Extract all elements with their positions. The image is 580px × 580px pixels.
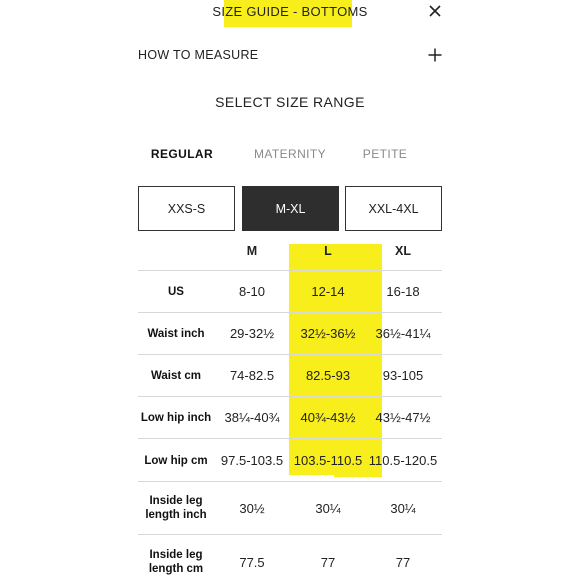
divider <box>138 396 442 397</box>
divider <box>138 312 442 313</box>
row-label-low-hip-cm: Low hip cm <box>144 455 208 467</box>
divider <box>138 438 442 439</box>
divider <box>138 354 442 355</box>
tab-regular[interactable]: REGULAR <box>150 147 214 161</box>
table-cell: 93-105 <box>382 368 424 383</box>
table-cell: 103.5-110.5 <box>293 453 363 468</box>
row-label-waist-inch: Waist inch <box>147 328 205 340</box>
table-cell: 30¼ <box>390 501 416 516</box>
table-cell: 16-18 <box>386 284 420 299</box>
divider <box>138 534 442 535</box>
table-cell: 29-32½ <box>229 326 275 341</box>
row-label-low-hip-inch: Low hip inch <box>140 412 212 424</box>
page-title: SIZE GUIDE - BOTTOMS <box>212 4 368 19</box>
size-button-xxs-s[interactable]: XXS-S <box>138 186 235 231</box>
table-cell: 30½ <box>239 501 265 516</box>
row-label-inside-leg-inch: Inside leg length inch <box>145 495 207 521</box>
size-button-m-xl[interactable]: M-XL <box>242 186 339 231</box>
tab-maternity[interactable]: MATERNITY <box>253 147 327 161</box>
size-button-xxl-4xl[interactable]: XXL-4XL <box>345 186 442 231</box>
row-label-inside-leg-cm: Inside leg length cm <box>148 549 204 575</box>
divider <box>138 481 442 482</box>
table-cell: 77 <box>395 555 411 570</box>
table-cell: 12-14 <box>311 284 345 299</box>
column-header-m: M <box>246 244 258 258</box>
select-size-range-title: SELECT SIZE RANGE <box>215 94 365 110</box>
table-cell: 77.5 <box>239 555 265 570</box>
row-label-us: US <box>168 286 184 298</box>
table-cell: 8-10 <box>238 284 266 299</box>
table-cell: 77 <box>320 555 336 570</box>
table-cell: 38¼-40¾ <box>224 410 280 425</box>
table-cell: 82.5-93 <box>305 368 351 383</box>
tab-petite[interactable]: PETITE <box>362 147 408 161</box>
table-cell: 30¼ <box>315 501 341 516</box>
table-cell: 36½-41¼ <box>375 326 431 341</box>
table-cell: 43½-47½ <box>375 410 431 425</box>
column-header-l: L <box>324 244 332 258</box>
table-cell: 40¾-43½ <box>300 410 356 425</box>
divider <box>138 270 442 271</box>
table-cell: 32½-36½ <box>300 326 356 341</box>
table-cell: 74-82.5 <box>229 368 275 383</box>
row-label-waist-cm: Waist cm <box>150 370 202 382</box>
how-to-measure-label: HOW TO MEASURE <box>138 48 259 62</box>
column-header-xl: XL <box>395 244 411 258</box>
table-cell: 97.5-103.5 <box>220 453 284 468</box>
table-cell: 110.5-120.5 <box>368 453 438 468</box>
